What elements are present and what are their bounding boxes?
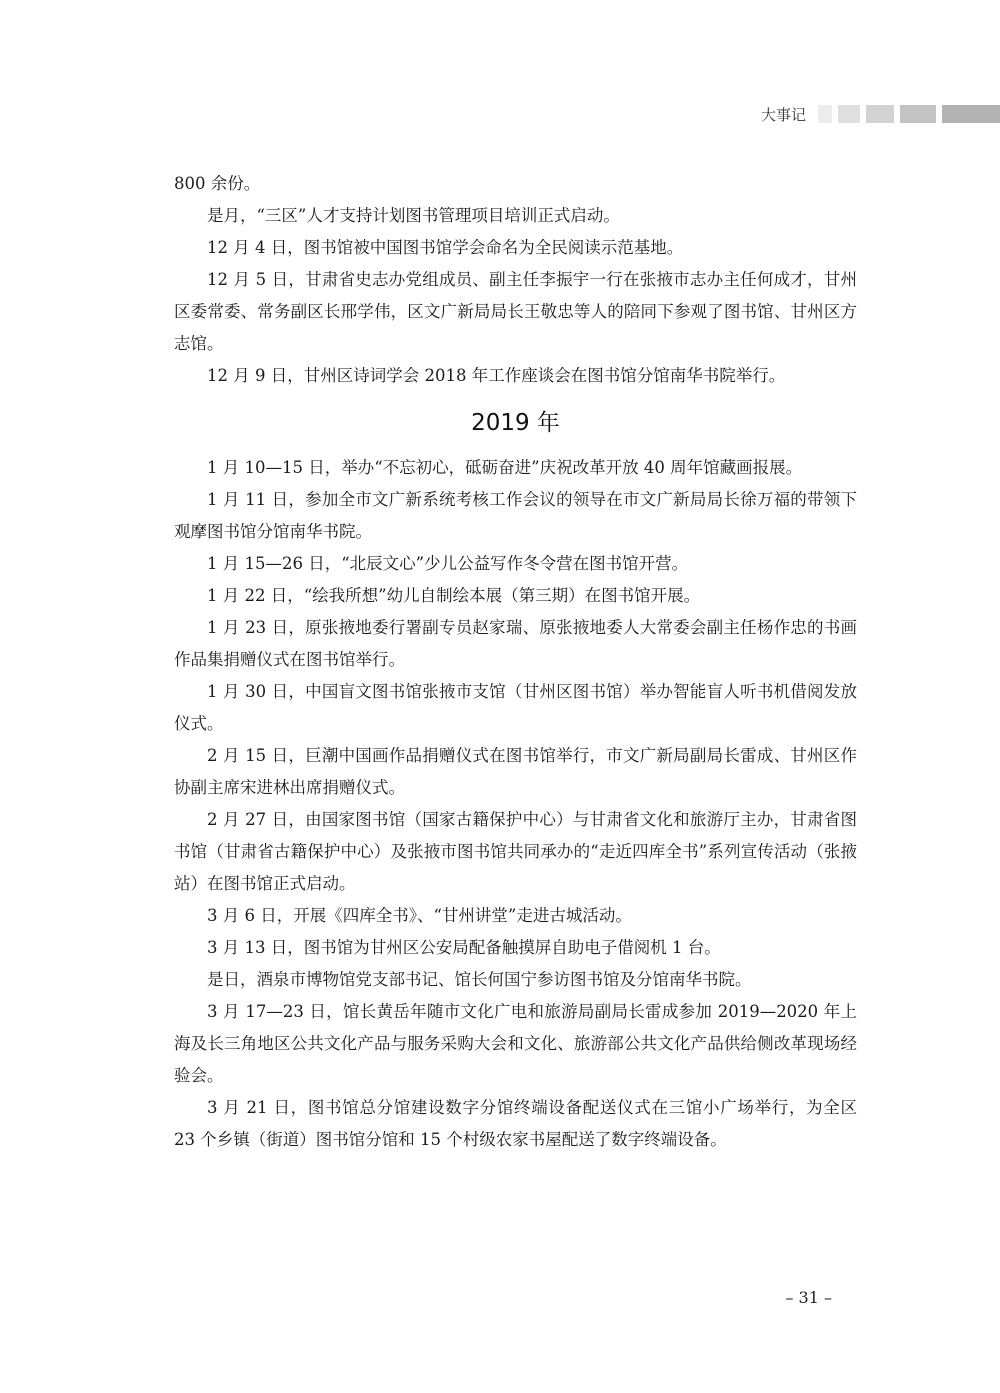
chronicle-entry: 1 月 15—26 日，“北辰文心”少儿公益写作冬令营在图书馆开营。 — [207, 554, 689, 573]
chronicle-entry: 1 月 10—15 日，举办“不忘初心，砥砺奋进”庆祝改革开放 40 周年馆藏画报展。 — [207, 458, 803, 477]
header-bar — [838, 105, 860, 123]
chronicle-entry: 12 月 4 日，图书馆被中国图书馆学会命名为全民阅读示范基地。 — [207, 238, 684, 257]
chronicle-entry: 2 月 15 日，巨潮中国画作品捐赠仪式在图书馆举行，市文广新局副局长雷成、甘州区作协副主席宋进林出席捐赠仪式。 — [174, 746, 857, 797]
chronicle-entry: 1 月 23 日，原张掖地委行署副专员赵家瑞、原张掖地委人大常委会副主任杨作忠的书画作品集捐赠仪式在图书馆举行。 — [174, 618, 857, 669]
chronicle-entry: 800 余份。 — [174, 174, 261, 193]
chronicle-entry: 1 月 30 日，中国盲文图书馆张掖市支馆（甘州区图书馆）举办智能盲人听书机借阅发放仪式。 — [174, 682, 857, 733]
chronicle-entry: 3 月 21 日，图书馆总分馆建设数字分馆终端设备配送仪式在三馆小广场举行，为全区 23 个乡镇（街道）图书馆分馆和 15 个村级农家书屋配送了数字终端设备。 — [174, 1098, 857, 1149]
chronicle-entry: 12 月 9 日，甘州区诗词学会 2018 年工作座谈会在图书馆分馆南华书院举行。 — [207, 366, 786, 385]
chronicle-entry: 是月，“三区”人才支持计划图书管理项目培训正式启动。 — [207, 206, 620, 225]
running-header — [761, 102, 1000, 126]
header-bar — [866, 105, 894, 123]
page-number: – 31 – — [785, 1288, 832, 1307]
header-decoration-bars — [818, 105, 1000, 123]
chronicle-entry: 1 月 22 日，“绘我所想”幼儿自制绘本展（第三期）在图书馆开展。 — [207, 586, 701, 605]
chronicle-entry: 3 月 13 日，图书馆为甘州区公安局配备触摸屏自助电子借阅机 1 台。 — [207, 938, 721, 957]
header-bar — [900, 105, 936, 123]
chronicle-entry: 3 月 6 日，开展《四库全书》、“甘州讲堂”走进古城活动。 — [207, 906, 632, 925]
chronicle-entry: 1 月 11 日，参加全市文广新系统考核工作会议的领导在市文广新局局长徐万福的带领下观摩图书馆分馆南华书院。 — [174, 490, 857, 541]
page-body — [174, 168, 857, 1156]
chronicle-entry: 12 月 5 日，甘肃省史志办党组成员、副主任李振宇一行在张掖市志办主任何成才，甘州区委常委、常务副区长邢学伟，区文广新局局长王敬忠等人的陪同下参观了图书馆、甘州区方志馆。 — [174, 270, 857, 353]
chronicle-entry: 是日，酒泉市博物馆党支部书记、馆长何国宁参访图书馆及分馆南华书院。 — [207, 970, 752, 989]
entries-2019 — [174, 452, 857, 1156]
running-header-title: 大事记 — [760, 105, 806, 124]
entries-2018 — [174, 168, 857, 392]
chronicle-entry: 2 月 27 日，由国家图书馆（国家古籍保护中心）与甘肃省文化和旅游厅主办，甘肃省图书馆（甘肃省古籍保护中心）及张掖市图书馆共同承办的“走近四库全书”系列宣传活动（张掖站）在图书馆正式启动。 — [174, 810, 857, 893]
header-bar — [942, 105, 1000, 123]
section-heading-2019: 2019 年 — [471, 410, 560, 436]
header-bar — [818, 105, 832, 123]
chronicle-entry: 3 月 17—23 日，馆长黄岳年随市文化广电和旅游局副局长雷成参加 2019—2020 年上海及长三角地区公共文化产品与服务采购大会和文化、旅游部公共文化产品供给侧改革现场经验会。 — [174, 1002, 857, 1085]
